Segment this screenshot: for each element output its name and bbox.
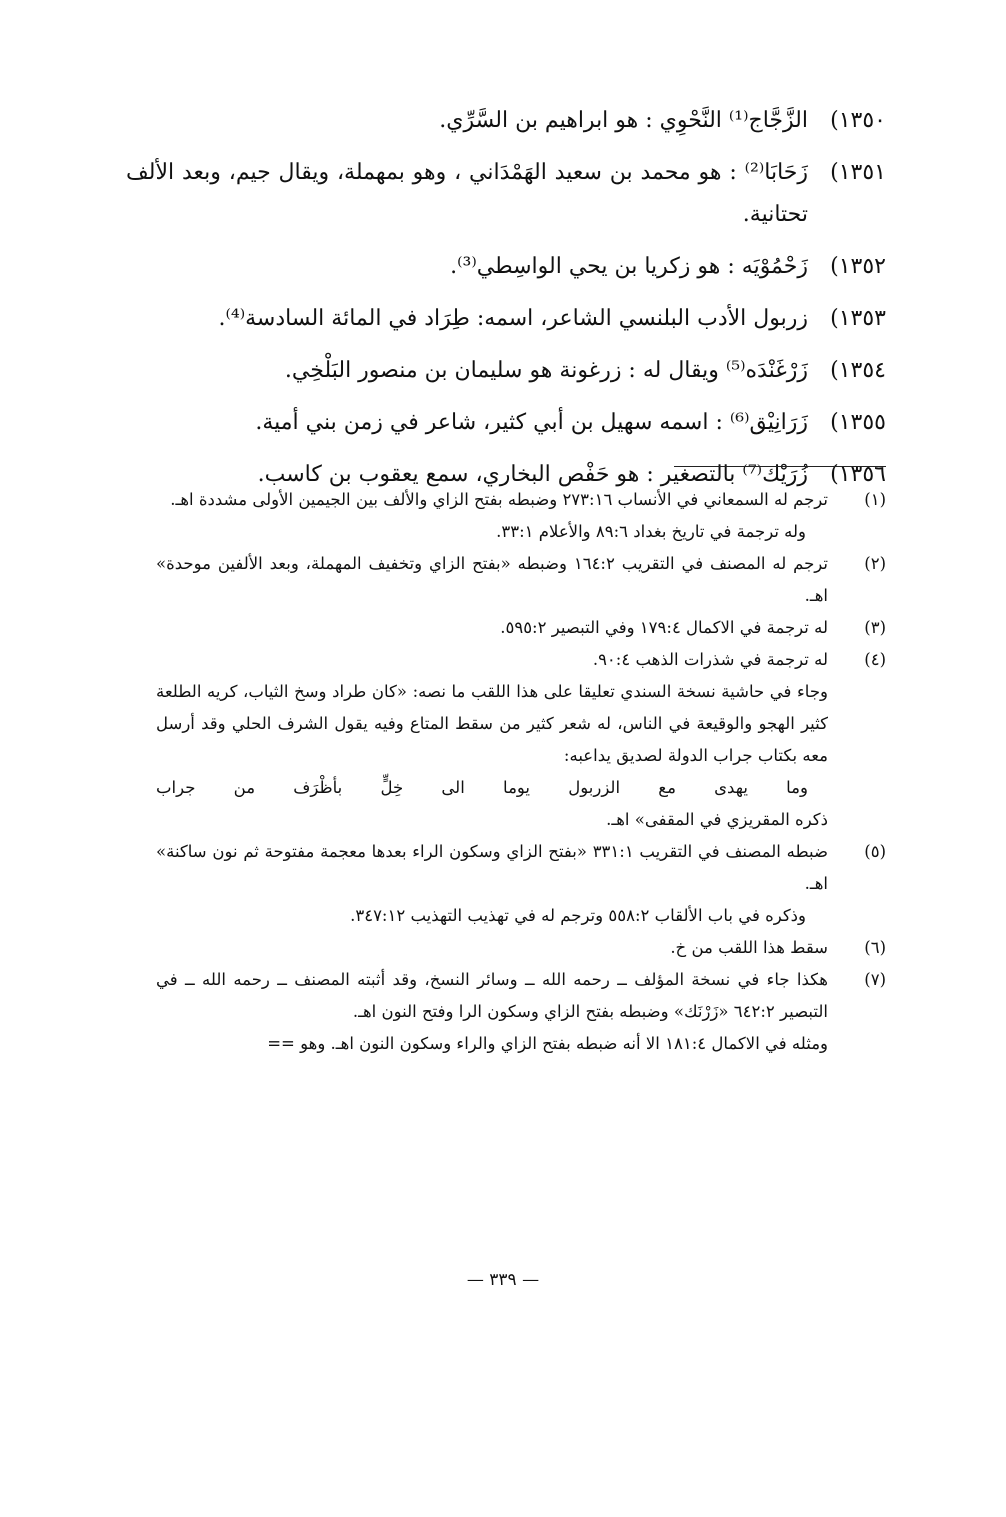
- footnote-text: ضبطه المصنف في التقريب ٣٣١:١ «بفتح الزاي وسكون الراء بعدها معجمة مفتوحة ثم نون ساكنة» اهـ.: [156, 842, 828, 893]
- footnote-number: (٥): [864, 842, 886, 861]
- footnote-7: [156, 964, 886, 1028]
- entry-number: ١٣٥٦): [830, 462, 886, 487]
- entry-1355: [126, 402, 886, 444]
- entry-1352: [126, 246, 886, 288]
- footnote-separator: [674, 466, 886, 467]
- footnote-6: [156, 932, 886, 964]
- footnote-5: [156, 836, 886, 900]
- footnote-1-extra: وله ترجمة في تاريخ بغداد ٨٩:٦ والأعلام ٣٣:١.: [496, 522, 806, 541]
- footnote-7-paragraph: ومثله في الاكمال ١٨١:٤ الا أنه ضبطه بفتح الزاي والراء وسكون النون اهـ. وهو ==: [267, 1034, 828, 1053]
- biographical-entries: [126, 100, 886, 506]
- footnote-text: له ترجمة في شذرات الذهب ٩٠:٤.: [592, 650, 828, 669]
- footnote-text: سقط هذا اللقب من خ.: [670, 938, 828, 957]
- footnote-number: (٢): [864, 554, 886, 573]
- footnote-number: (٧): [864, 970, 886, 989]
- entry-text: زُرَيْك⁽⁷⁾ بالتصغير : هو حَفْص البخاري، سمع يعقوب بن كاسب.: [257, 462, 808, 487]
- entry-text: زَحَابَا⁽²⁾ : هو محمد بن سعيد الهَمْدَاني ، وهو بمهملة، ويقال جيم، وبعد الألف تحتانية.: [126, 160, 808, 227]
- footnote-text: هكذا جاء في نسخة المؤلف ــ رحمه الله ــ وسائر النسخ، وقد أثبته المصنف ــ رحمه الله ــ في التبصير ٦٤٢:٢ «زَرْنَك» وضبطه بفتح الزاي وسكون الرا وفتح النون اهـ.: [156, 970, 828, 1021]
- footnote-text: ترجم له السمعاني في الأنساب ٢٧٣:١٦ وضبطه بفتح الزاي والألف بين الجيمين الأولى مشددة اهـ.: [170, 490, 828, 509]
- footnote-4: [156, 644, 886, 676]
- entry-1351: [126, 152, 886, 236]
- footnote-3: [156, 612, 886, 644]
- entry-1354: [126, 350, 886, 392]
- entry-text: زَحْمُوْيَه : هو زكريا بن يحي الواسِطي⁽³⁾.: [450, 254, 808, 279]
- entry-number: ١٣٥١): [830, 160, 886, 185]
- entry-number: ١٣٥٤): [830, 358, 886, 383]
- footnote-5-extra: وذكره في باب الألقاب ٥٥٨:٢ وترجم له في تهذيب التهذيب ٣٤٧:١٢.: [350, 906, 806, 925]
- entry-number: ١٣٥٢): [830, 254, 886, 279]
- entry-1350: [126, 100, 886, 142]
- entry-text: زربول الأدب البلنسي الشاعر، اسمه: طِرَاد في المائة السادسة⁽⁴⁾.: [218, 306, 808, 331]
- footnote-number: (١): [864, 490, 886, 509]
- footnote-text: له ترجمة في الاكمال ١٧٩:٤ وفي التبصير ٥٩٥:٢.: [500, 618, 828, 637]
- entry-text: زَرْغَنْدَه⁽⁵⁾ ويقال له : زرغونة هو سليمان بن منصور البَلْخِي.: [284, 358, 808, 383]
- footnotes: [156, 484, 886, 1060]
- footnote-2: [156, 548, 886, 612]
- entry-text: الزَّجَّاج⁽¹⁾ النَّحْوِي : هو ابراهيم بن السَّرِّي.: [439, 108, 808, 133]
- footnote-4-after: ذكره المقريزي في المقفى» اهـ.: [606, 810, 828, 829]
- footnote-number: (٤): [864, 650, 886, 669]
- footnote-text: ترجم له المصنف في التقريب ١٦٤:٢ وضبطه «بفتح الزاي وتخفيف المهملة، وبعد الألفين موحدة» اهـ.: [156, 554, 828, 605]
- page-number: — ٣٣٩ —: [466, 1270, 540, 1290]
- footnote-1: [156, 484, 886, 516]
- footnote-number: (٣): [864, 618, 886, 637]
- entry-text: زَرَانِيْق⁽⁶⁾ : اسمه سهيل بن أبي كثير، شاعر في زمن بني أمية.: [255, 410, 808, 435]
- footnote-4-paragraph: وجاء في حاشية نسخة السندي تعليقا على هذا اللقب ما نصه: «كان طراد وسخ الثياب، كريه الطلعة كثير الهجو والوقيعة في الناس، له شعر كثير من سقط المتاع وفيه يقول الشرف الحلي وقد أرسل معه بكتاب جراب الدولة لصديق يداعبه:: [156, 682, 828, 765]
- entry-number: ١٣٥٠): [830, 108, 886, 133]
- entry-number: ١٣٥٥): [830, 410, 886, 435]
- entry-number: ١٣٥٣): [830, 306, 886, 331]
- entry-1353: [126, 298, 886, 340]
- footnote-number: (٦): [864, 938, 886, 957]
- footnote-4-verse: وما يهدى مع الزربول يوما الى خِلٍّ بأظْرَف من جراب: [156, 778, 808, 797]
